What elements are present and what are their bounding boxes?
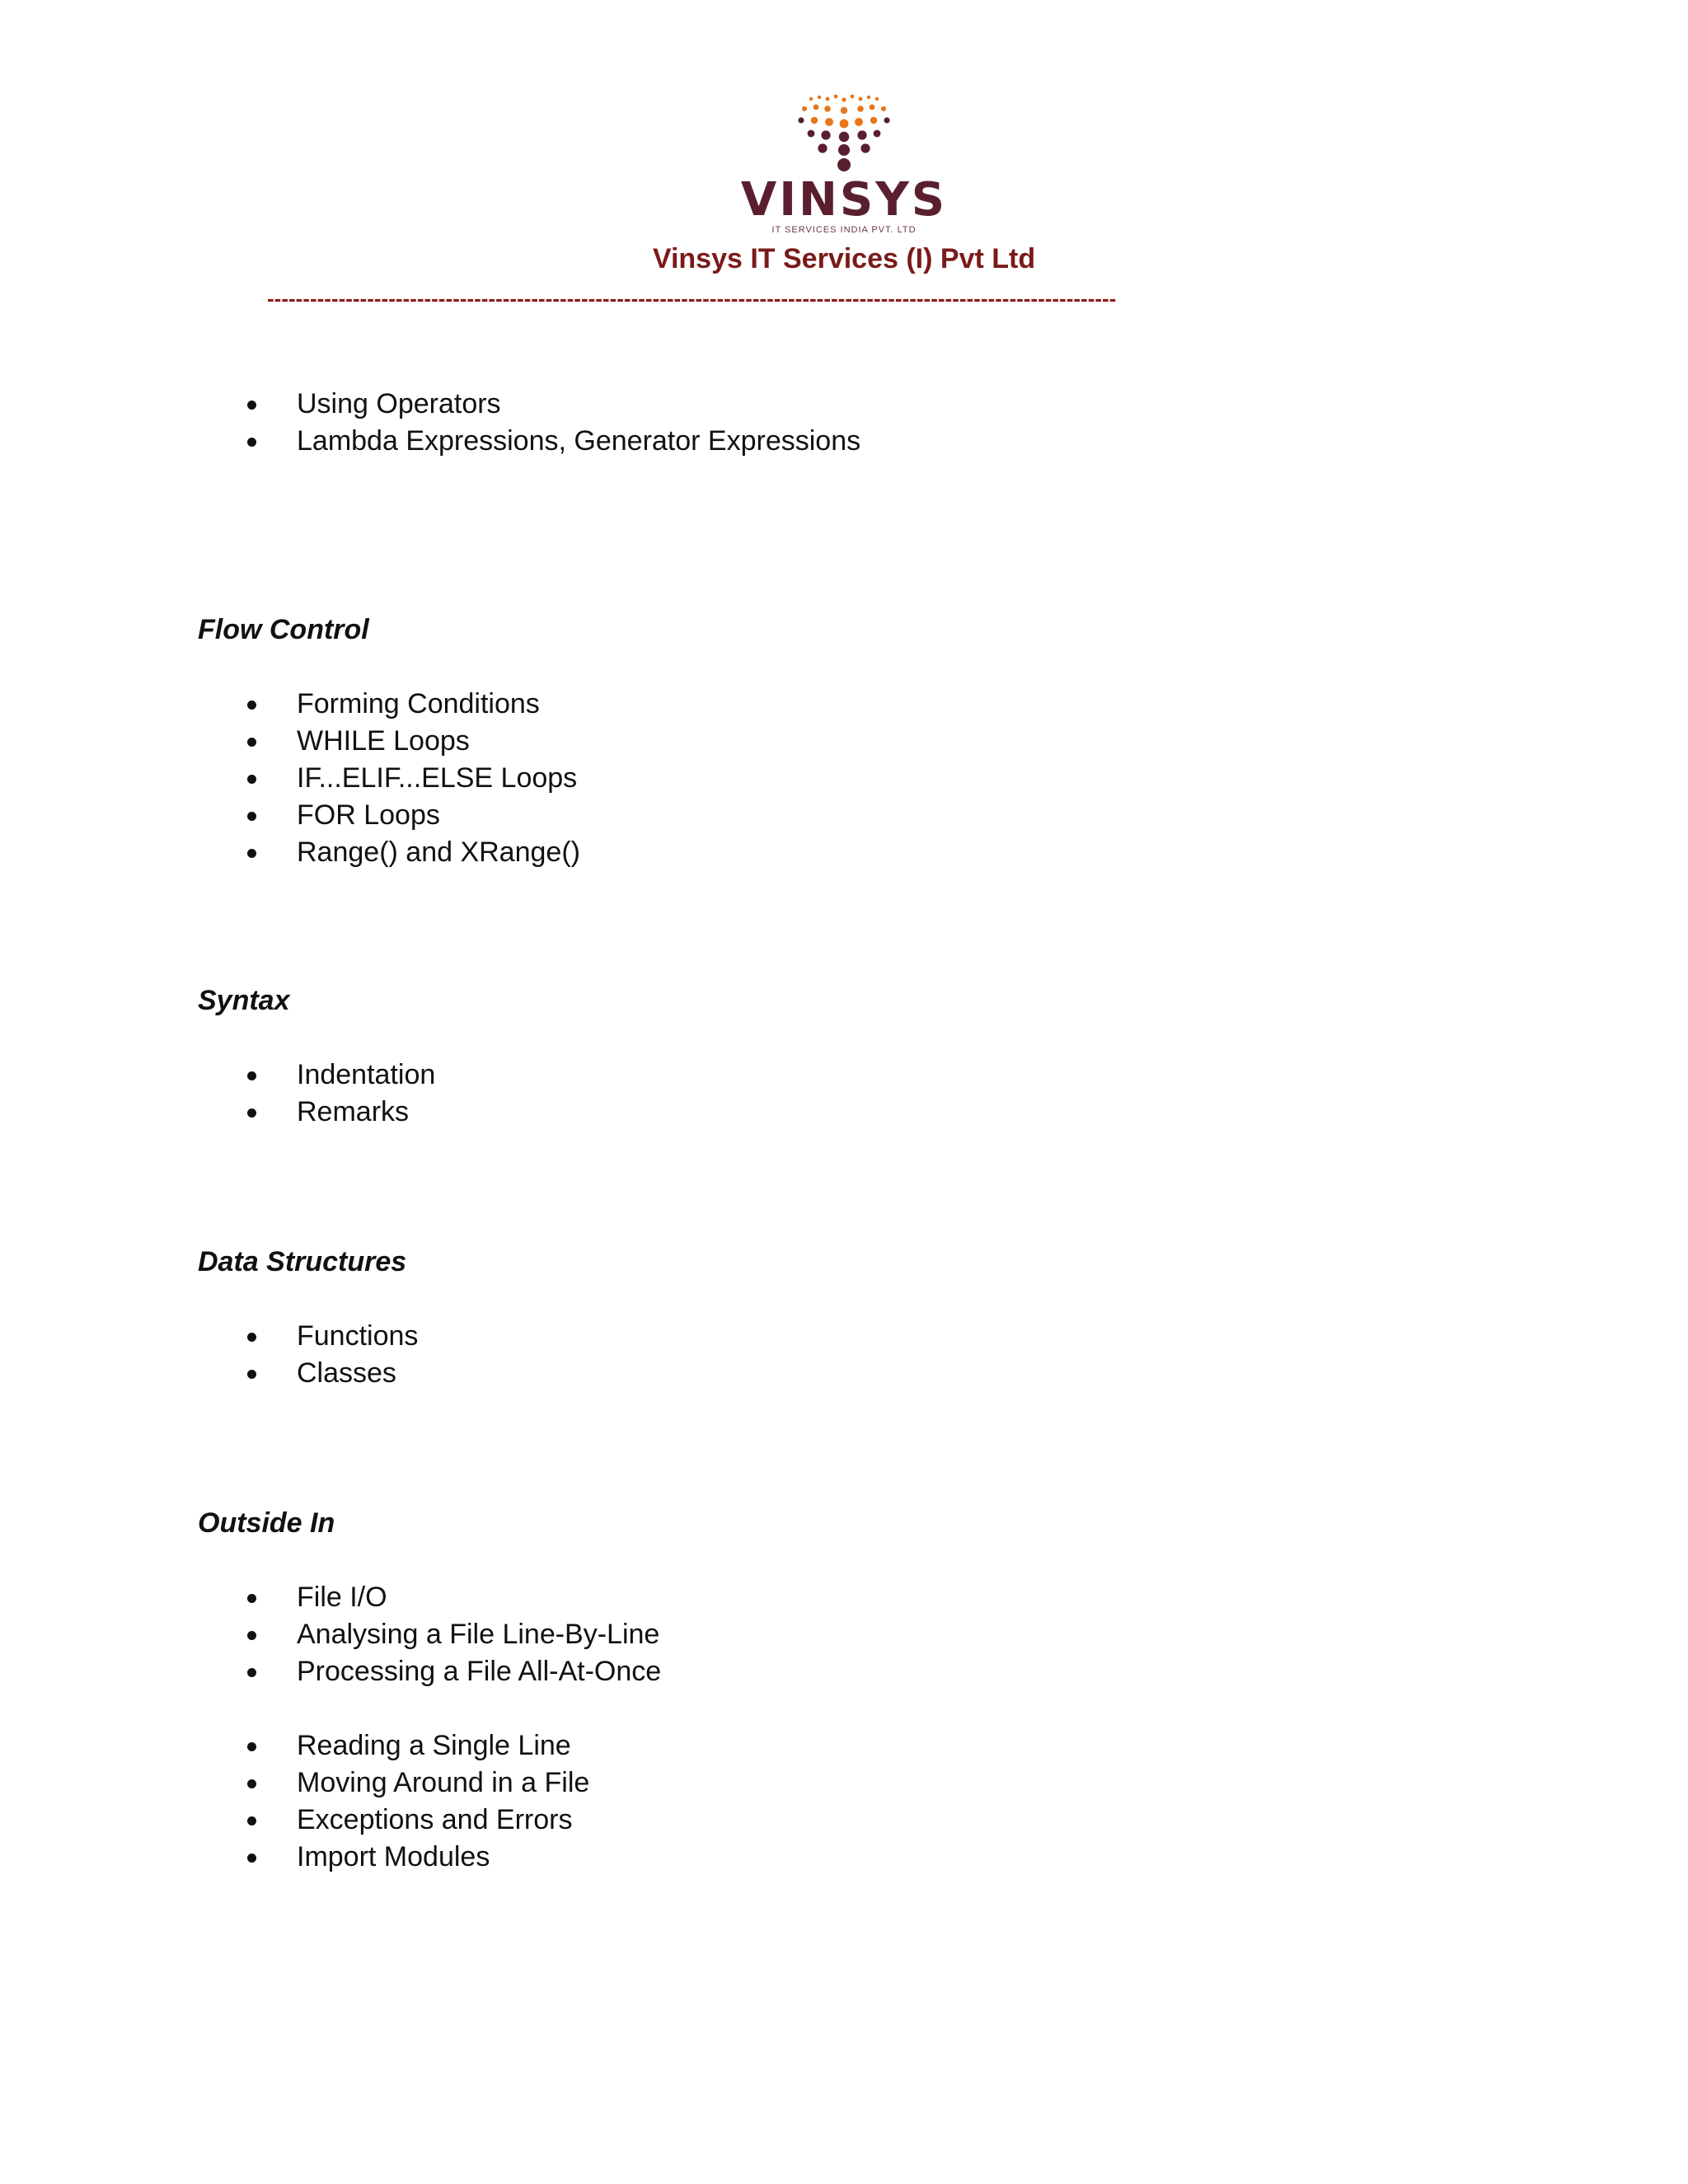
flow-control-list [0,686,580,871]
list-item: WHILE Loops [0,723,580,760]
list-item: File I/O [0,1579,661,1616]
list-item: Remarks [0,1094,435,1131]
header-divider: ----------------------------------------------------------------------------------------------------------------------- [267,286,1117,311]
bullet-icon [247,775,256,784]
company-name: Vinsys IT Services (I) Pvt Ltd [652,243,1036,274]
bullet-icon [247,849,256,858]
data-structures-list [0,1318,418,1392]
list-item: Lambda Expressions, Generator Expressions [0,423,860,460]
list-item: Range() and XRange() [0,834,580,871]
logo-wordmark: VINSYS [740,173,948,227]
outside-in-list-a [0,1579,661,1690]
list-item: Indentation [0,1057,435,1094]
list-item: Functions [0,1318,418,1355]
list-item: Analysing a File Line-By-Line [0,1616,661,1653]
bullet-icon [247,701,256,710]
list-item: Import Modules [0,1839,589,1876]
bullet-icon [247,1816,256,1825]
company-logo [0,92,1688,236]
outside-in-list-b [0,1727,589,1876]
logo-tagline: IT SERVICES INDIA PVT. LTD [771,225,917,235]
section-title-outside-in: Outside In [198,1507,335,1539]
list-item: Exceptions and Errors [0,1802,589,1839]
list-item: Reading a Single Line [0,1727,589,1765]
list-item: Moving Around in a File [0,1765,589,1802]
bullet-icon [247,1370,256,1379]
list-item: FOR Loops [0,797,580,834]
bullet-icon [247,738,256,747]
bullet-icon [247,812,256,821]
list-item: IF...ELIF...ELSE Loops [0,760,580,797]
list-item: Processing a File All-At-Once [0,1653,661,1690]
list-item: Classes [0,1355,418,1392]
intro-list [0,386,860,460]
section-title-syntax: Syntax [198,985,290,1016]
bullet-icon [247,1108,256,1118]
section-title-flow-control: Flow Control [198,614,369,645]
bullet-icon [247,1631,256,1640]
bullet-icon [247,1668,256,1677]
bullet-icon [247,1854,256,1863]
bullet-icon [247,438,256,447]
vinsys-logo-icon [795,92,893,171]
bullet-icon [247,1779,256,1788]
bullet-icon [247,1742,256,1751]
list-item: Forming Conditions [0,686,580,723]
syntax-list [0,1057,435,1131]
section-title-data-structures: Data Structures [198,1246,407,1277]
bullet-icon [247,1071,256,1080]
list-item: Using Operators [0,386,860,423]
bullet-icon [247,401,256,410]
bullet-icon [247,1333,256,1342]
bullet-icon [247,1594,256,1603]
